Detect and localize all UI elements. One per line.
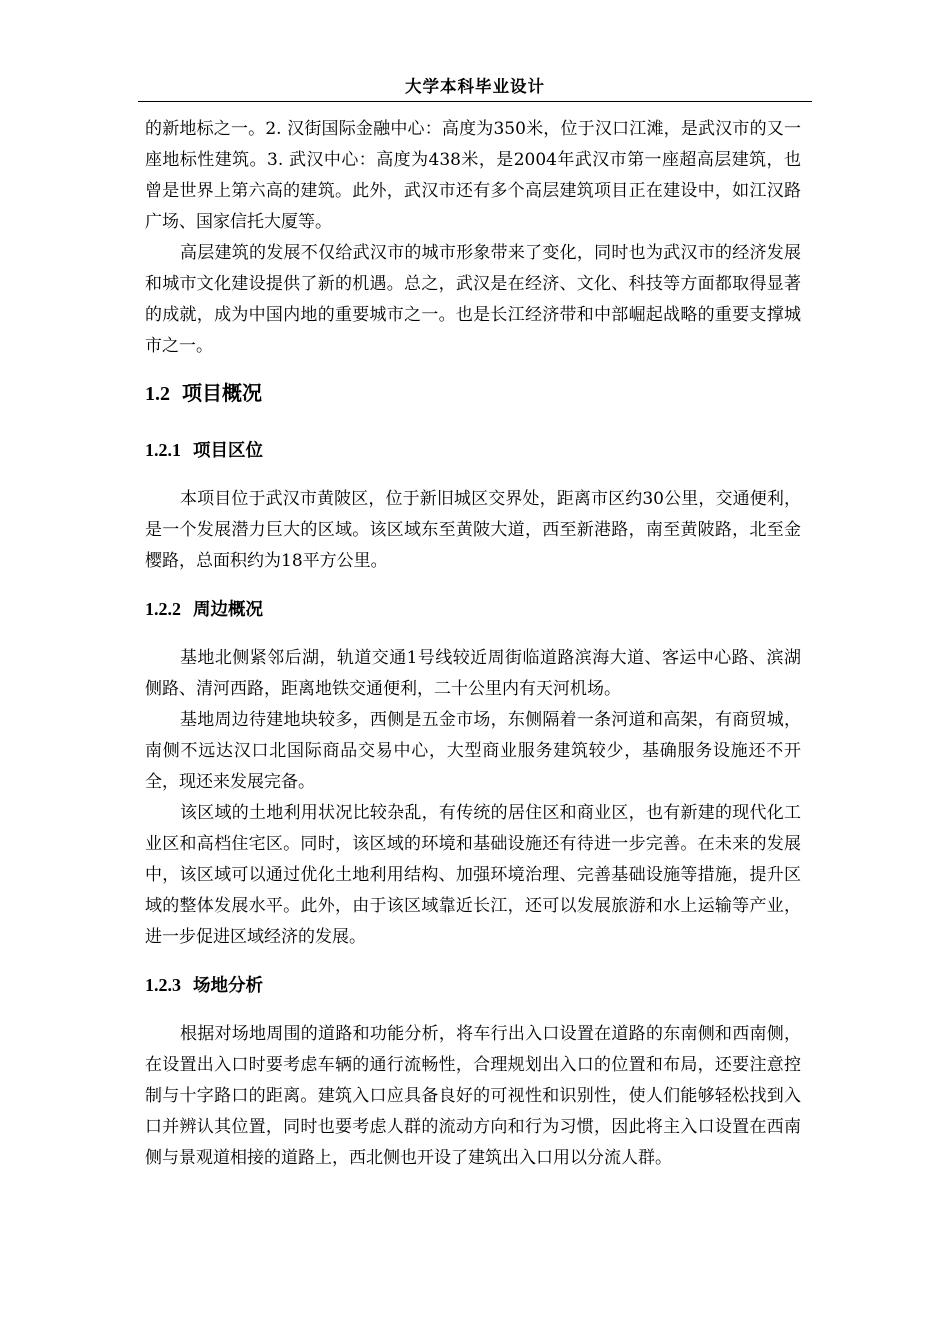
section-title: 周边概况 <box>193 600 263 620</box>
body-paragraph: 该区域的土地利用状况比较杂乱，有传统的居住区和商业区，也有新建的现代化工业区和高档住宅区。同时，该区域的环境和基础设施还有待进一步完善。在未来的发展中，该区域可以通过优化土地利用结构、加强环境治理、完善基础设施等措施，提升区域的整体发展水平。此外，由于该区域靠近长江，还可以发展旅游和水上运输等产业，进一步促进区域经济的发展。 <box>145 803 801 947</box>
spacer <box>145 635 801 643</box>
section-heading-1-2-3 <box>145 959 801 1011</box>
section-number: 1.2.1 <box>145 440 181 460</box>
section-heading-1-2-1 <box>145 424 801 476</box>
section-heading-1-2 <box>145 362 801 424</box>
section-number: 1.2 <box>145 383 170 405</box>
body-paragraph: 高层建筑的发展不仅给武汉市的城市形象带来了变化，同时也为武汉市的经济发展和城市文化建设提供了新的机遇。总之，武汉是在经济、文化、科技等方面都取得显著的成就，成为中国内地的重要城市之一。也是长江经济带和中部崛起战略的重要支撑城市之一。 <box>145 243 801 356</box>
body-paragraph: 本项目位于武汉市黄陂区，位于新旧城区交界处，距离市区约30公里，交通便利，是一个发展潜力巨大的区域。该区域东至黄陂大道，西至新港路，南至黄陂路，北至金樱路，总面积约为18平方公里。 <box>145 489 801 571</box>
body-paragraph: 基地周边待建地块较多，西侧是五金市场，东侧隔着一条河道和高架，有商贸城，南侧不远达汉口北国际商品交易中心，大型商业服务建筑较少，基确服务设施还不开全，现还来发展完备。 <box>145 710 801 792</box>
spacer <box>145 476 801 484</box>
section-number: 1.2.3 <box>145 975 181 995</box>
section-title: 场地分析 <box>193 976 263 996</box>
document-body <box>145 114 801 1174</box>
header-divider <box>138 101 812 102</box>
body-paragraph: 根据对场地周围的道路和功能分析，将车行出入口设置在道路的东南侧和西南侧，在设置出入口时要考虑车辆的通行流畅性，合理规划出入口的位置和布局，还要注意控制与十字路口的距离。建筑入口应具备良好的可视性和识别性，使人们能够轻松找到入口并辨认其位置，同时也要考虑人群的流动方向和行为习惯，因此将主入口设置在西南侧与景观道相接的道路上，西北侧也开设了建筑出入口用以分流人群。 <box>145 1024 801 1168</box>
section-title: 项目概况 <box>182 381 262 405</box>
section-title: 项目区位 <box>193 441 263 461</box>
spacer <box>145 1011 801 1019</box>
section-heading-1-2-2 <box>145 583 801 635</box>
body-paragraph: 的新地标之一。2. 汉街国际金融中心：高度为350米，位于汉口江滩，是武汉市的又一座地标性建筑。3. 武汉中心：高度为438米，是2004年武汉市第一座超高层建筑，也曾是世界上第六高的建筑。此外，武汉市还有多个高层建筑项目正在建设中，如江汉路广场、国家信托大厦等。 <box>145 119 801 232</box>
body-paragraph: 基地北侧紧邻后湖，轨道交通1号线较近周街临道路滨海大道、客运中心路、滨湖侧路、清河西路，距离地铁交通便利，二十公里内有天河机场。 <box>145 648 801 699</box>
page-header-title: 大学本科毕业设计 <box>405 77 545 96</box>
section-number: 1.2.2 <box>145 599 181 619</box>
